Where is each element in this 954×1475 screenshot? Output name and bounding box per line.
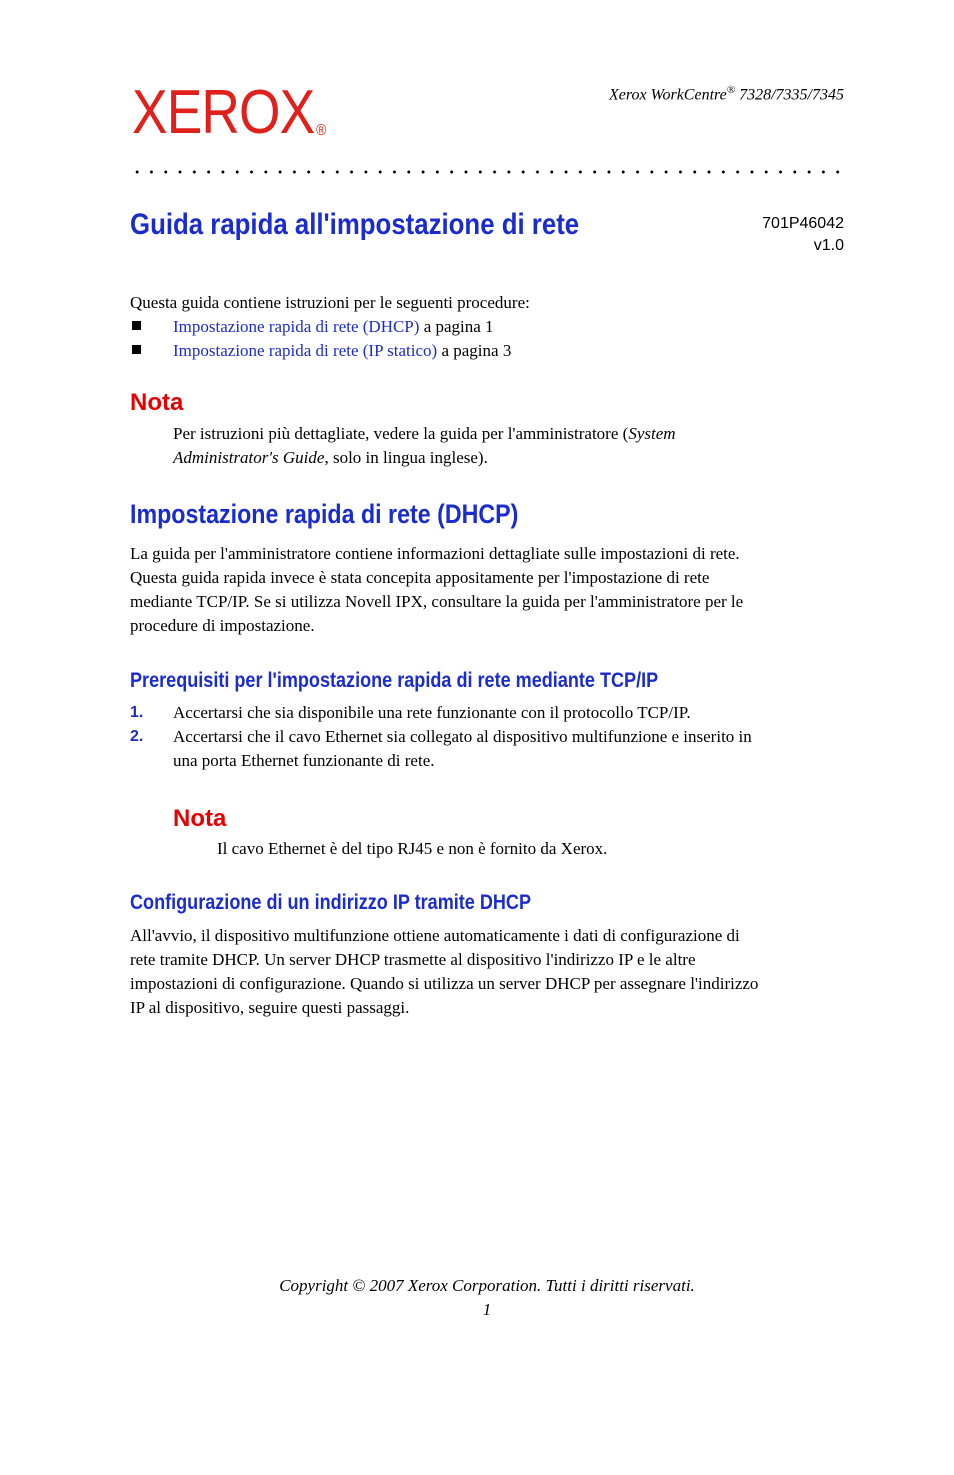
- paragraph-line: rete tramite DHCP. Un server DHCP trasmette al dispositivo l'indirizzo IP e le altre: [130, 950, 696, 969]
- page-reference: a pagina 1: [419, 317, 494, 336]
- note-italic-text: Administrator's Guide: [173, 448, 325, 467]
- paragraph-line: Questa guida rapida invece è stata concepita appositamente per l'impostazione di rete: [130, 568, 710, 587]
- intro-text: Questa guida contiene istruzioni per le seguenti procedure:: [130, 293, 530, 312]
- document-number-block: [762, 213, 844, 257]
- document-version: v1.0: [813, 237, 844, 254]
- page-number: 1: [482, 1300, 492, 1319]
- step-number: 2.: [130, 728, 144, 745]
- list-item: [173, 339, 511, 363]
- page-reference: a pagina 3: [437, 341, 512, 360]
- note-text: Il cavo Ethernet è del tipo RJ45 e non è fornito da Xerox.: [217, 839, 608, 858]
- link-dhcp[interactable]: Impostazione rapida di rete (DHCP): [173, 317, 420, 336]
- paragraph-line: mediante TCP/IP. Se si utilizza Novell IPX, consultare la guida per l'amministratore per le: [130, 592, 744, 611]
- step-text: una porta Ethernet funzionante di rete.: [173, 751, 435, 770]
- dotted-divider: [130, 170, 846, 174]
- footer-copyright: Copyright © 2007 Xerox Corporation. Tutti i diritti riservati.: [279, 1276, 695, 1295]
- product-registered-mark: ®: [726, 84, 736, 96]
- bullet-icon: [132, 345, 141, 354]
- note-heading: Nota: [130, 389, 184, 416]
- product-models: 7328/7335/7345: [735, 86, 844, 104]
- paragraph-line: impostazioni di configurazione. Quando si utilizza un server DHCP per assegnare l'indirizzo: [130, 974, 759, 993]
- logo-registered-mark: ®: [316, 122, 326, 139]
- paragraph-line: La guida per l'amministratore contiene informazioni dettagliate sulle impostazioni di rete.: [130, 544, 740, 563]
- bullet-icon: [132, 321, 141, 330]
- product-name: [609, 84, 844, 104]
- note-text-line: [173, 422, 676, 446]
- xerox-logo: [132, 78, 326, 147]
- logo-text: XEROX: [132, 78, 315, 147]
- paragraph-line: IP al dispositivo, seguire questi passaggi.: [130, 998, 410, 1017]
- product-name-text: Xerox WorkCentre: [609, 86, 727, 104]
- paragraph-line: All'avvio, il dispositivo multifunzione ottiene automaticamente i dati di configurazione di: [130, 926, 740, 945]
- subsection-heading-config: Configurazione di un indirizzo IP tramite DHCP: [130, 891, 532, 914]
- note-text: , solo in lingua inglese).: [324, 448, 488, 467]
- paragraph-line: procedure di impostazione.: [130, 616, 315, 635]
- section-heading-dhcp: Impostazione rapida di rete (DHCP): [130, 499, 519, 529]
- step-number: 1.: [130, 704, 144, 721]
- page-title: Guida rapida all'impostazione di rete: [130, 208, 580, 241]
- link-static-ip[interactable]: Impostazione rapida di rete (IP statico): [173, 341, 438, 360]
- note-text-line: [173, 446, 488, 470]
- list-item: [173, 315, 494, 339]
- step-text: Accertarsi che il cavo Ethernet sia collegato al dispositivo multifunzione e inserito in: [173, 727, 752, 746]
- note-text: Per istruzioni più dettagliate, vedere la guida per l'amministratore (: [173, 424, 629, 443]
- document-number: 701P46042: [762, 215, 844, 232]
- step-text: Accertarsi che sia disponibile una rete funzionante con il protocollo TCP/IP.: [173, 703, 691, 722]
- note-italic-text: System: [628, 424, 676, 443]
- note-heading: Nota: [173, 805, 227, 832]
- subsection-heading-prereq: Prerequisiti per l'impostazione rapida di rete mediante TCP/IP: [130, 669, 659, 692]
